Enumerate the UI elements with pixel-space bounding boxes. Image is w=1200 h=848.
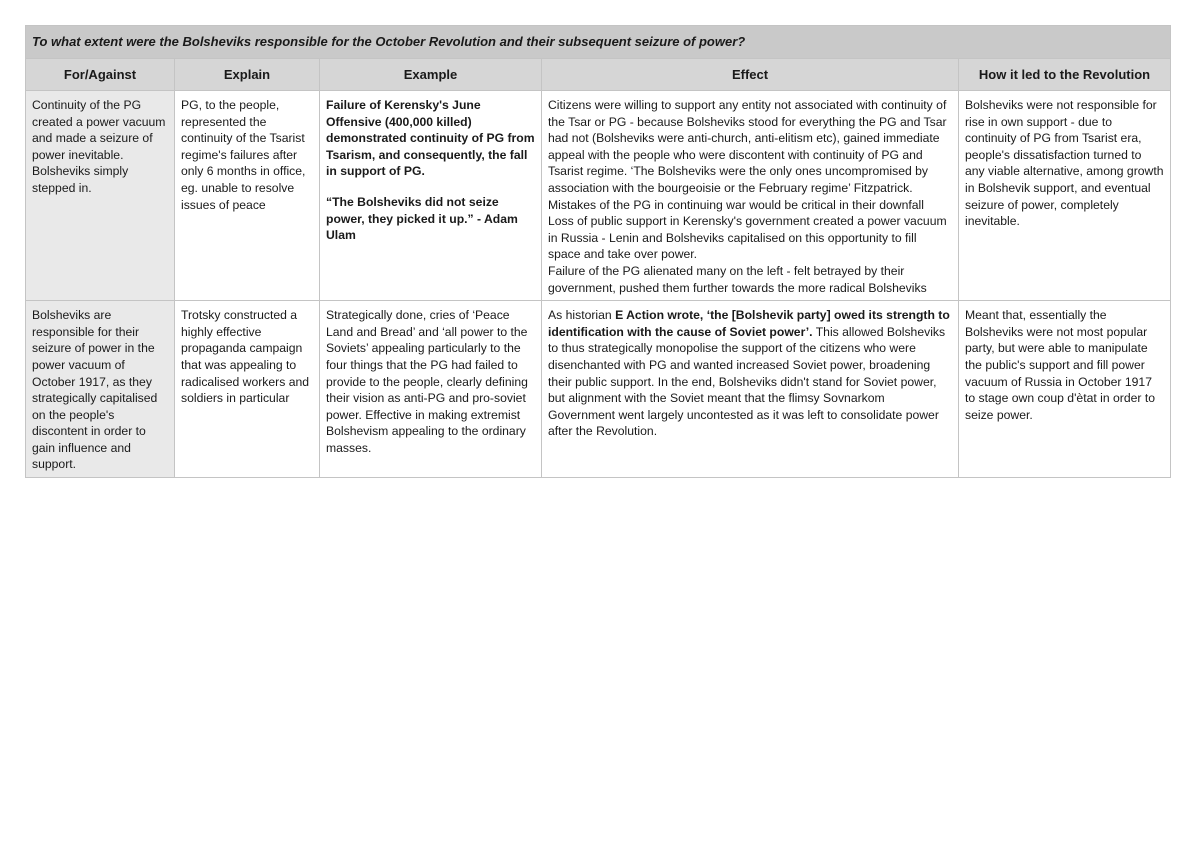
effect-text: Failure of the PG alienated many on the left - felt betrayed by their government, pushed them further towards the more radical Bolsheviks bbox=[548, 263, 927, 295]
revolution-text: Bolsheviks were not responsible for rise in own support - due to continuity of PG from Tsarist era, people's dissatisfaction turned to any viable alternative, among growth in Bolshevik support, and eventual seizure of power, completely inevitable. bbox=[965, 98, 1164, 229]
revolution-text: Meant that, essentially the Bolsheviks were not most popular party, but were able to manipulate the public's support and fill power vacuum of Russia in October 1917 to stage own coup d'ètat in order to seize power. bbox=[965, 308, 1156, 422]
cell-explain bbox=[175, 91, 320, 301]
column-header-example: Example bbox=[320, 59, 542, 91]
cell-effect bbox=[542, 301, 959, 478]
effect-text: Loss of public support in Kerensky's government created a power vacuum in Russia - Lenin and Bolsheviks capitalised on this opportunity to fill space and take over power. bbox=[548, 214, 947, 262]
header-row bbox=[26, 59, 1171, 91]
table-row bbox=[26, 301, 1171, 478]
cell-example bbox=[320, 91, 542, 301]
example-text: Strategically done, cries of ‘Peace Land and Bread’ and ‘all power to the Soviets’ appealing particularly to the four things that the PG had failed to provide to the people, clearly defining their vision as anti-PG and pro-soviet power. Effective in making extremist Bolshevism appealing to the ordinary masses. bbox=[326, 308, 528, 455]
effect-text: Mistakes of the PG in continuing war would be critical in their downfall bbox=[548, 197, 924, 212]
effect-lead: As historian bbox=[548, 308, 616, 323]
table-row bbox=[26, 91, 1171, 301]
explain-text: PG, to the people, represented the continuity of the Tsarist regime's failures after only 6 months in office, eg. unable to resolve issues of peace bbox=[181, 98, 306, 212]
essay-plan-table bbox=[25, 25, 1171, 478]
for-against-text: Bolsheviks are responsible for their seizure of power in the power vacuum of October 1917, as they strategically capitalised on the people's discontent in order to gain influence and support. bbox=[32, 308, 158, 472]
effect-rest: This allowed Bolsheviks to thus strategically monopolise the support of the citizens who were disenchanted with PG and wanted increased Soviet power, broadening their public support. In the end, Bolsheviks didn't stand for Soviet power, but alignment with the Soviet meant that the flimsy Sovnarkom Government went largely uncontested as it was left to consolidate power after the Revolution. bbox=[548, 324, 946, 439]
essay-plan-sheet bbox=[25, 25, 1170, 478]
effect-text: Citizens were willing to support any entity not associated with continuity of the Tsar or PG - because Bolsheviks stood for everything the PG and Tsar had not (Bolsheviks were anti-church, anti-elitism etc), gained immediate appeal with the people who were discontent with continuity of PG and Tsarist regime. ‘The Bolsheviks were the only ones uncompromised by association with the bourgeoisie or the February regime’ Fitzpatrick. bbox=[548, 98, 947, 195]
title-row bbox=[26, 26, 1171, 59]
column-header-revolution: How it led to the Revolution bbox=[959, 59, 1171, 91]
cell-example bbox=[320, 301, 542, 478]
example-quote: “The Bolsheviks did not seize power, they picked it up.” - Adam Ulam bbox=[326, 194, 518, 243]
for-against-text: Continuity of the PG created a power vacuum and made a seizure of power inevitable. Bolsheviks simply stepped in. bbox=[32, 98, 166, 195]
cell-for-against bbox=[26, 91, 175, 301]
cell-revolution bbox=[959, 301, 1171, 478]
cell-explain bbox=[175, 301, 320, 478]
example-text: Failure of Kerensky's June Offensive (400,000 killed) demonstrated continuity of PG from Tsarism, and consequently, the fall in support of PG. bbox=[326, 98, 535, 179]
effect-quote: E Action wrote, ‘the [Bolshevik party] owed its strength to identification with the cause of Soviet power’. bbox=[548, 308, 950, 339]
column-header-explain: Explain bbox=[175, 59, 320, 91]
cell-for-against bbox=[26, 301, 175, 478]
effect-text bbox=[548, 307, 952, 440]
explain-text: Trotsky constructed a highly effective propaganda campaign that was appealing to radicalised workers and soldiers in particular bbox=[181, 308, 310, 406]
cell-revolution bbox=[959, 91, 1171, 301]
column-header-effect: Effect bbox=[542, 59, 959, 91]
table-title: To what extent were the Bolsheviks responsible for the October Revolution and their subsequent seizure of power? bbox=[26, 26, 1171, 59]
column-header-for-against: For/Against bbox=[26, 59, 175, 91]
cell-effect bbox=[542, 91, 959, 301]
